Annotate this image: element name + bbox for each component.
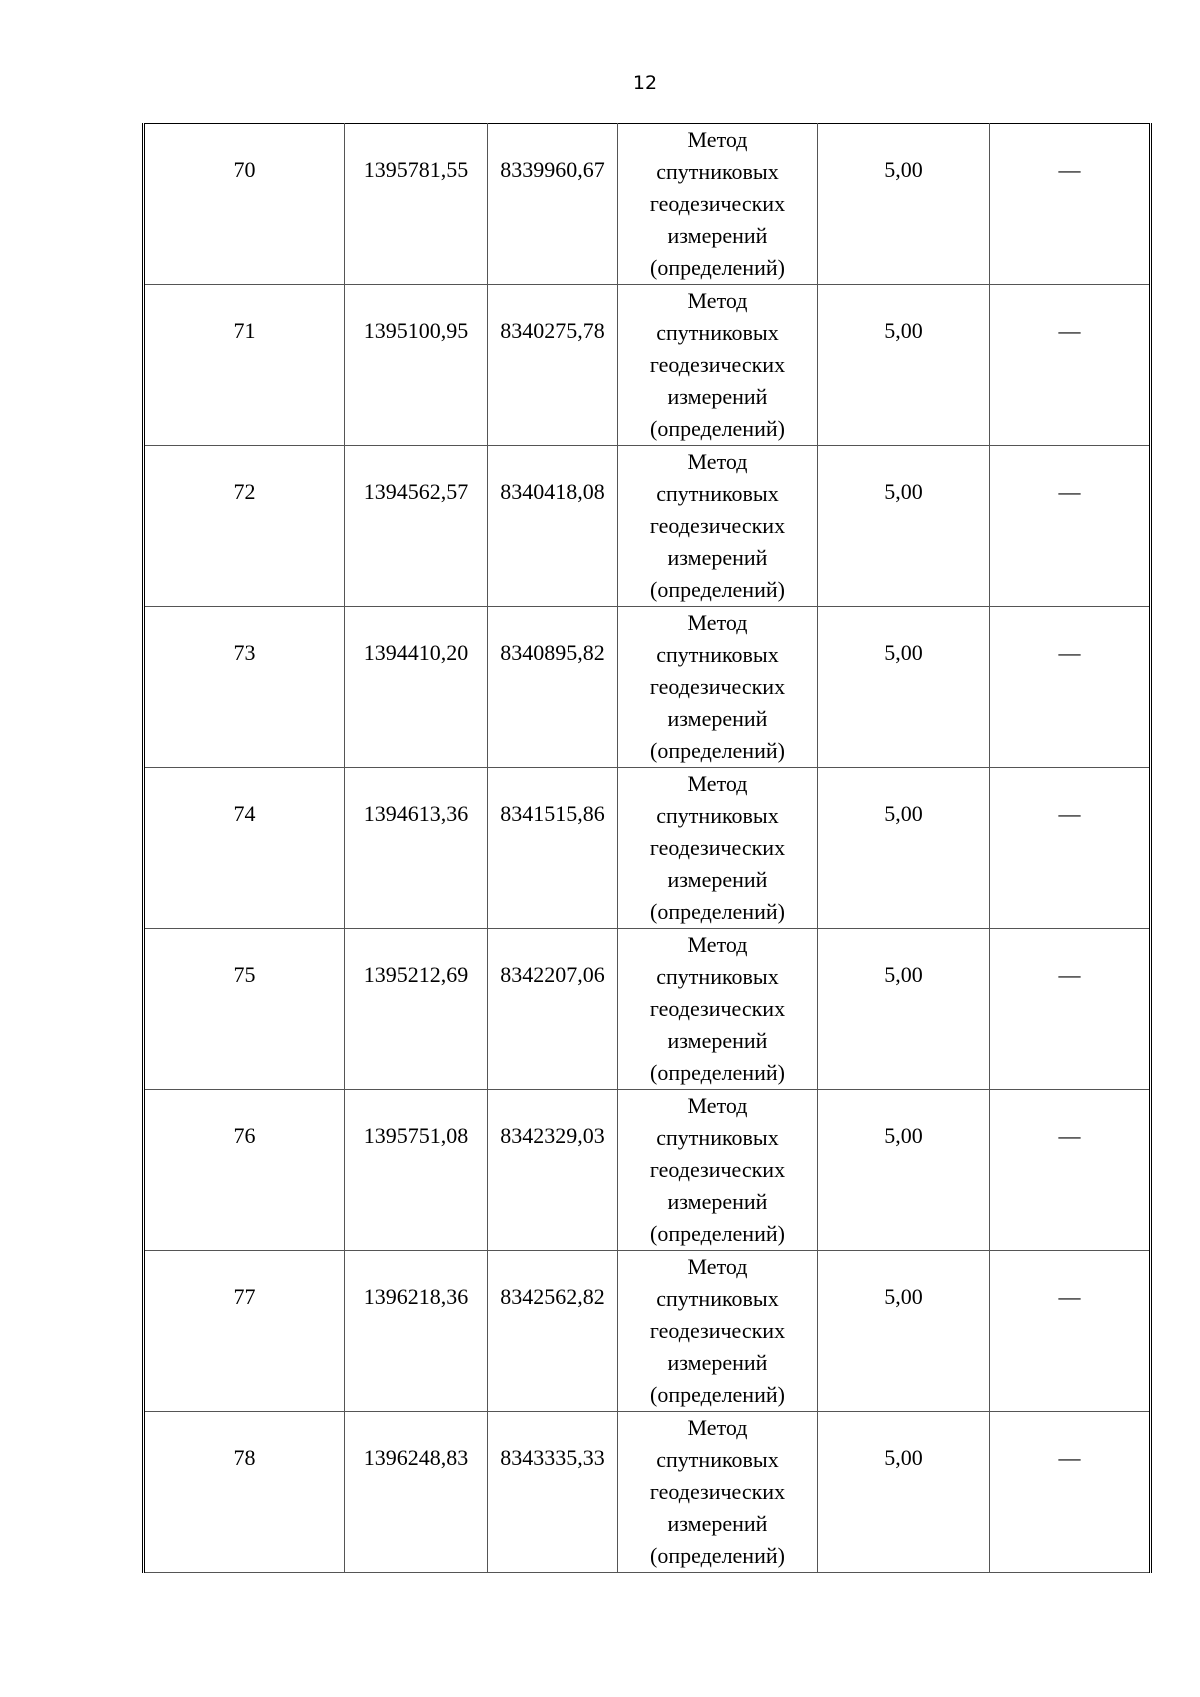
method-line: (определений)	[650, 255, 785, 280]
coordinates-table	[142, 123, 1152, 1573]
point-number-cell	[144, 285, 345, 446]
method-line: геодезических	[649, 835, 786, 860]
description: —	[1058, 1123, 1081, 1148]
method-cell	[618, 285, 818, 446]
accuracy-cell	[818, 124, 990, 285]
method-cell	[618, 929, 818, 1090]
method-line: Метод	[687, 449, 748, 474]
table-row	[144, 929, 1151, 1090]
description: —	[1058, 318, 1081, 343]
coordinate-y: 8339960,67	[500, 157, 605, 182]
table-row	[144, 1090, 1151, 1251]
accuracy-cell	[818, 768, 990, 929]
accuracy-cell	[818, 1412, 990, 1573]
accuracy-cell	[818, 1090, 990, 1251]
description-cell	[990, 285, 1151, 446]
coordinate-y: 8340275,78	[500, 318, 605, 343]
method-line: спутниковых	[656, 320, 779, 345]
method-line: Метод	[687, 1254, 748, 1279]
coordinate-x-cell	[345, 1412, 488, 1573]
description-cell	[990, 1251, 1151, 1412]
coordinate-x: 1396248,83	[363, 1445, 469, 1470]
method-line: измерений	[667, 867, 768, 892]
method-line: геодезических	[649, 1479, 786, 1504]
method-line: геодезических	[649, 352, 786, 377]
coordinate-x: 1394410,20	[363, 640, 469, 665]
accuracy: 5,00	[884, 962, 923, 987]
coordinate-x: 1395100,95	[363, 318, 469, 343]
coordinate-x-cell	[345, 285, 488, 446]
point-number: 76	[233, 1123, 256, 1148]
method-line: геодезических	[649, 1157, 786, 1182]
method-line: измерений	[667, 384, 768, 409]
method-line: спутниковых	[656, 159, 779, 184]
coordinate-y: 8343335,33	[500, 1445, 605, 1470]
method-line: Метод	[687, 932, 748, 957]
method-line: спутниковых	[656, 1125, 779, 1150]
table-row	[144, 446, 1151, 607]
point-number: 72	[233, 479, 256, 504]
description-cell	[990, 124, 1151, 285]
coordinate-x-cell	[345, 446, 488, 607]
point-number-cell	[144, 1090, 345, 1251]
accuracy: 5,00	[884, 640, 923, 665]
method-line: геодезических	[649, 674, 786, 699]
method-line: Метод	[687, 771, 748, 796]
accuracy-cell	[818, 1251, 990, 1412]
description-cell	[990, 446, 1151, 607]
method-cell	[618, 446, 818, 607]
point-number-cell	[144, 607, 345, 768]
accuracy-cell	[818, 929, 990, 1090]
page-number: 12	[632, 72, 658, 94]
method-line: Метод	[687, 610, 748, 635]
description: —	[1058, 479, 1081, 504]
coordinate-y-cell	[488, 929, 618, 1090]
method-line: спутниковых	[656, 481, 779, 506]
coordinate-x-cell	[345, 768, 488, 929]
coordinate-y: 8340418,08	[500, 479, 605, 504]
method-cell	[618, 607, 818, 768]
accuracy: 5,00	[884, 318, 923, 343]
description-cell	[990, 929, 1151, 1090]
description: —	[1058, 157, 1081, 182]
method-cell	[618, 124, 818, 285]
method-cell	[618, 768, 818, 929]
coordinate-y: 8341515,86	[500, 801, 605, 826]
method-line: Метод	[687, 127, 748, 152]
method-line: геодезических	[649, 996, 786, 1021]
accuracy: 5,00	[884, 157, 923, 182]
coordinate-y-cell	[488, 768, 618, 929]
coordinate-y: 8342562,82	[500, 1284, 605, 1309]
coordinate-y-cell	[488, 1090, 618, 1251]
method-line: измерений	[667, 1028, 768, 1053]
coordinate-x: 1394562,57	[363, 479, 469, 504]
method-cell	[618, 1090, 818, 1251]
method-line: (определений)	[650, 1543, 785, 1568]
method-line: спутниковых	[656, 642, 779, 667]
coordinate-y-cell	[488, 446, 618, 607]
method-line: (определений)	[650, 1382, 785, 1407]
description-cell	[990, 1412, 1151, 1573]
accuracy: 5,00	[884, 1445, 923, 1470]
coordinate-y-cell	[488, 1412, 618, 1573]
point-number: 71	[233, 318, 256, 343]
coordinate-x: 1396218,36	[363, 1284, 469, 1309]
point-number-cell	[144, 124, 345, 285]
method-line: измерений	[667, 545, 768, 570]
method-line: (определений)	[650, 738, 785, 763]
coordinate-y-cell	[488, 607, 618, 768]
method-line: измерений	[667, 223, 768, 248]
method-line: (определений)	[650, 577, 785, 602]
method-line: измерений	[667, 1350, 768, 1375]
coordinate-x: 1395751,08	[363, 1123, 469, 1148]
coordinate-y: 8342207,06	[500, 962, 605, 987]
description: —	[1058, 1284, 1081, 1309]
description-cell	[990, 768, 1151, 929]
coordinate-y-cell	[488, 1251, 618, 1412]
table-body	[144, 124, 1151, 1573]
method-line: спутниковых	[656, 803, 779, 828]
description: —	[1058, 962, 1081, 987]
coordinate-y: 8340895,82	[500, 640, 605, 665]
point-number: 78	[233, 1445, 256, 1470]
method-line: (определений)	[650, 899, 785, 924]
method-line: измерений	[667, 1511, 768, 1536]
method-cell	[618, 1251, 818, 1412]
point-number: 77	[233, 1284, 256, 1309]
method-line: (определений)	[650, 1060, 785, 1085]
coordinate-x-cell	[345, 929, 488, 1090]
method-line: геодезических	[649, 1318, 786, 1343]
method-line: (определений)	[650, 416, 785, 441]
description: —	[1058, 801, 1081, 826]
coordinate-x: 1395212,69	[363, 962, 469, 987]
point-number: 70	[233, 157, 256, 182]
method-line: Метод	[687, 1415, 748, 1440]
point-number-cell	[144, 929, 345, 1090]
description-cell	[990, 1090, 1151, 1251]
method-line: Метод	[687, 1093, 748, 1118]
table-row	[144, 607, 1151, 768]
accuracy-cell	[818, 285, 990, 446]
method-line: спутниковых	[656, 964, 779, 989]
method-line: (определений)	[650, 1221, 785, 1246]
description-cell	[990, 607, 1151, 768]
point-number: 75	[233, 962, 256, 987]
point-number-cell	[144, 1251, 345, 1412]
point-number-cell	[144, 1412, 345, 1573]
accuracy: 5,00	[884, 801, 923, 826]
method-line: Метод	[687, 288, 748, 313]
table-row	[144, 1251, 1151, 1412]
point-number: 73	[233, 640, 256, 665]
coordinate-x-cell	[345, 1090, 488, 1251]
method-line: измерений	[667, 1189, 768, 1214]
description: —	[1058, 640, 1081, 665]
method-line: измерений	[667, 706, 768, 731]
method-line: спутниковых	[656, 1286, 779, 1311]
coordinate-x-cell	[345, 607, 488, 768]
coordinate-y-cell	[488, 124, 618, 285]
coordinate-y-cell	[488, 285, 618, 446]
coordinate-x: 1394613,36	[363, 801, 469, 826]
table-row	[144, 768, 1151, 929]
table-row	[144, 285, 1151, 446]
description: —	[1058, 1445, 1081, 1470]
coordinate-x-cell	[345, 124, 488, 285]
point-number: 74	[233, 801, 256, 826]
coordinate-x-cell	[345, 1251, 488, 1412]
accuracy: 5,00	[884, 1284, 923, 1309]
accuracy-cell	[818, 446, 990, 607]
coordinate-x: 1395781,55	[363, 157, 469, 182]
method-line: спутниковых	[656, 1447, 779, 1472]
table-row	[144, 124, 1151, 285]
table-row	[144, 1412, 1151, 1573]
method-cell	[618, 1412, 818, 1573]
accuracy-cell	[818, 607, 990, 768]
accuracy: 5,00	[884, 479, 923, 504]
method-line: геодезических	[649, 513, 786, 538]
point-number-cell	[144, 768, 345, 929]
method-line: геодезических	[649, 191, 786, 216]
coordinate-y: 8342329,03	[500, 1123, 605, 1148]
accuracy: 5,00	[884, 1123, 923, 1148]
point-number-cell	[144, 446, 345, 607]
